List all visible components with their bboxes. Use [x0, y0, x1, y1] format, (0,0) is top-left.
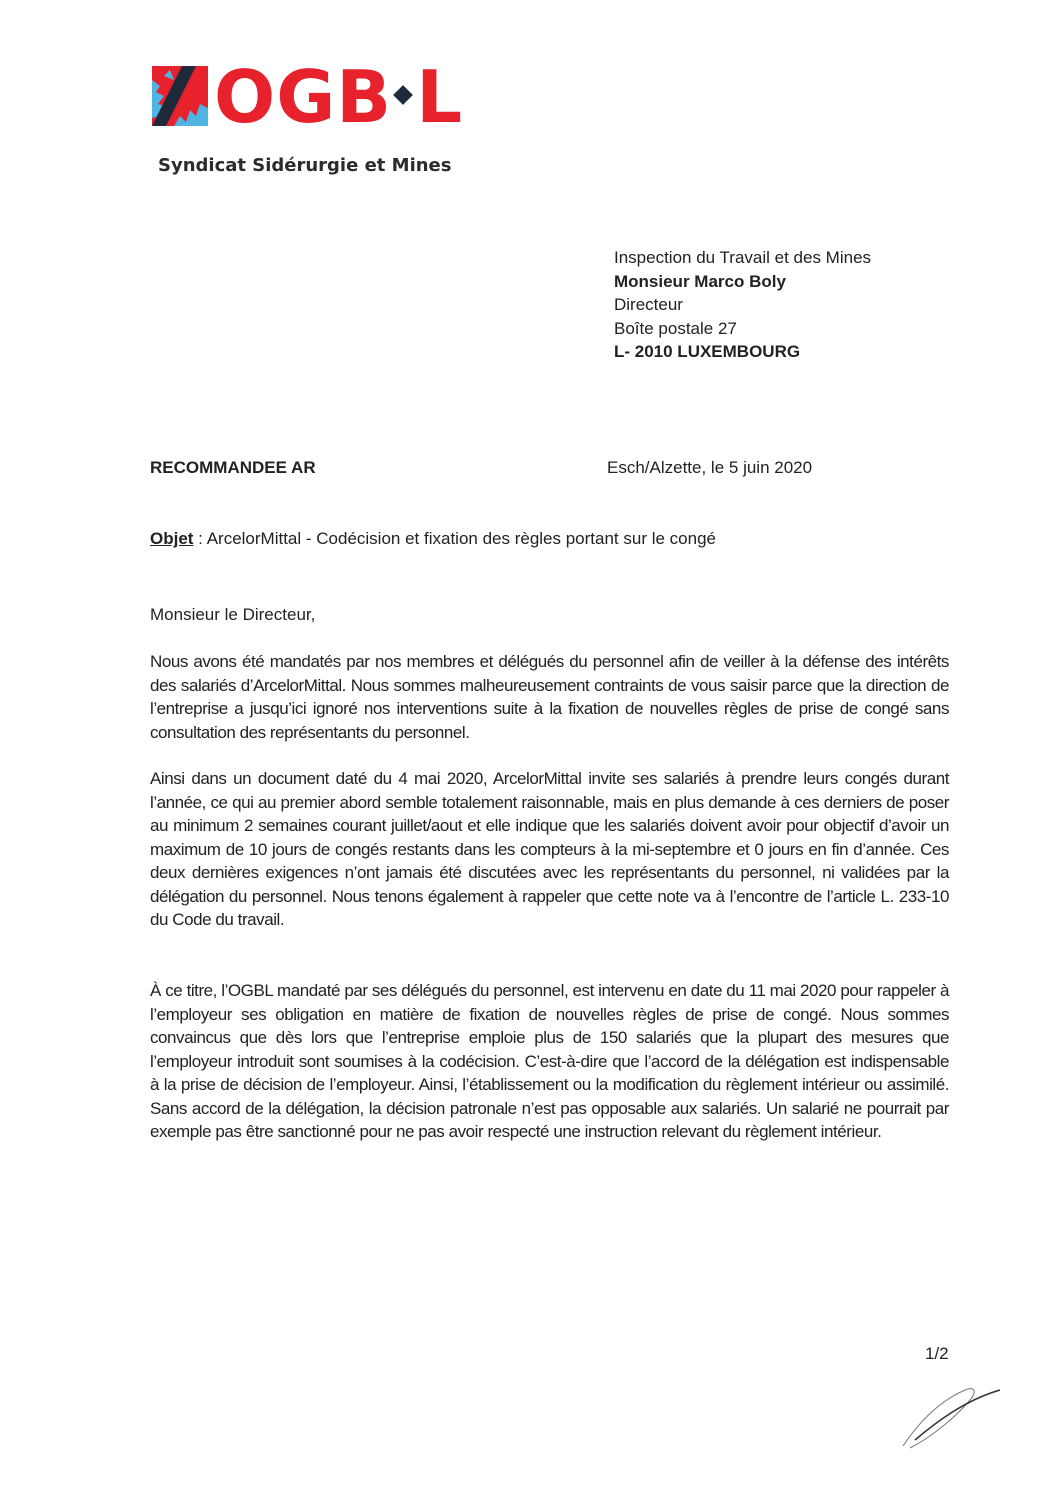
body-paragraph: Nous avons été mandatés par nos membres et délégués du personnel afin de veiller à la défense des intérêts des salariés d’ArcelorMittal. Nous sommes malheureusement contraints de vous saisir parce que la direction de l’entreprise a jusqu’ici ignoré nos interventions suite à la fixation de nouvelles règles de prise de congé sans consultation des représentants du personnel. — [150, 652, 949, 742]
diamond-icon — [393, 86, 413, 106]
ogbl-logo — [152, 55, 464, 139]
body-paragraph: À ce titre, l’OGBL mandaté par ses délégués du personnel, est intervenu en date du 11 mai 2020 pour rappeler à l’employeur ses obligation en matière de fixation de nouvelles règles de prise de congé. Nous sommes convaincus que dès lors que l’entreprise emploie plus de 150 salariés que la plupart des mesures que l’employeur introduit sont soumises à la codécision. C’est-à-dire que l’accord de la délégation est indispensable à la prise de décision de l’employeur. Ainsi, l’établissement ou la modification du règlement intérieur ou assimilé. Sans accord de la délégation, la décision patronale n’est pas opposable aux salariés. Un salarié ne pourrait par exemple pas être sanctionné pour ne pas avoir respecté une instruction relevant du règlement intérieur. — [150, 981, 949, 1141]
ogbl-wordmark: OGB L — [214, 55, 464, 139]
subject-line — [150, 529, 716, 549]
subject-text: ArcelorMittal - Codécision et fixation des règles portant sur le congé — [206, 529, 716, 548]
recipient-city: L- 2010 LUXEMBOURG — [614, 342, 801, 361]
salutation: Monsieur le Directeur, — [150, 605, 316, 624]
recipient-address — [614, 246, 871, 364]
delivery-mode: RECOMMANDEE AR — [150, 458, 316, 477]
page-number: 1/2 — [925, 1344, 949, 1363]
recipient-name: Monsieur Marco Boly — [614, 271, 786, 291]
syndicate-name: Syndicat Sidérurgie et Mines — [158, 155, 452, 176]
place-date: Esch/Alzette, le 5 juin 2020 — [607, 458, 813, 477]
signature-icon — [895, 1378, 1005, 1453]
recipient-po-box: Boîte postale 27 — [614, 318, 737, 338]
recipient-title: Directeur — [614, 295, 683, 314]
subject-label: Objet — [150, 529, 194, 548]
body-paragraph: Ainsi dans un document daté du 4 mai 2020, ArcelorMittal invite ses salariés à prendre leurs congés durant l’année, ce qui au premier abord semble totalement raisonnable, mais en plus demande à ces derniers de poser au minimum 2 semaines courant juillet/aout et elle indique que les salariés doivent avoir pour objectif d’avoir un maximum de 10 jours de congés restants dans les compteurs à la mi-septembre et 0 jours en fin d’année. Ces deux dernières exigences n’ont jamais été discutées avec les représentants du personnel, ni validées par la délégation du personnel. Nous tenons également à rappeler que cette note va à l’encontre de l’article L. 233-10 du Code du travail. — [150, 769, 949, 929]
subject-separator: : — [193, 529, 207, 548]
ogbl-emblem-icon — [152, 66, 208, 126]
recipient-organization: Inspection du Travail et des Mines — [614, 248, 872, 267]
